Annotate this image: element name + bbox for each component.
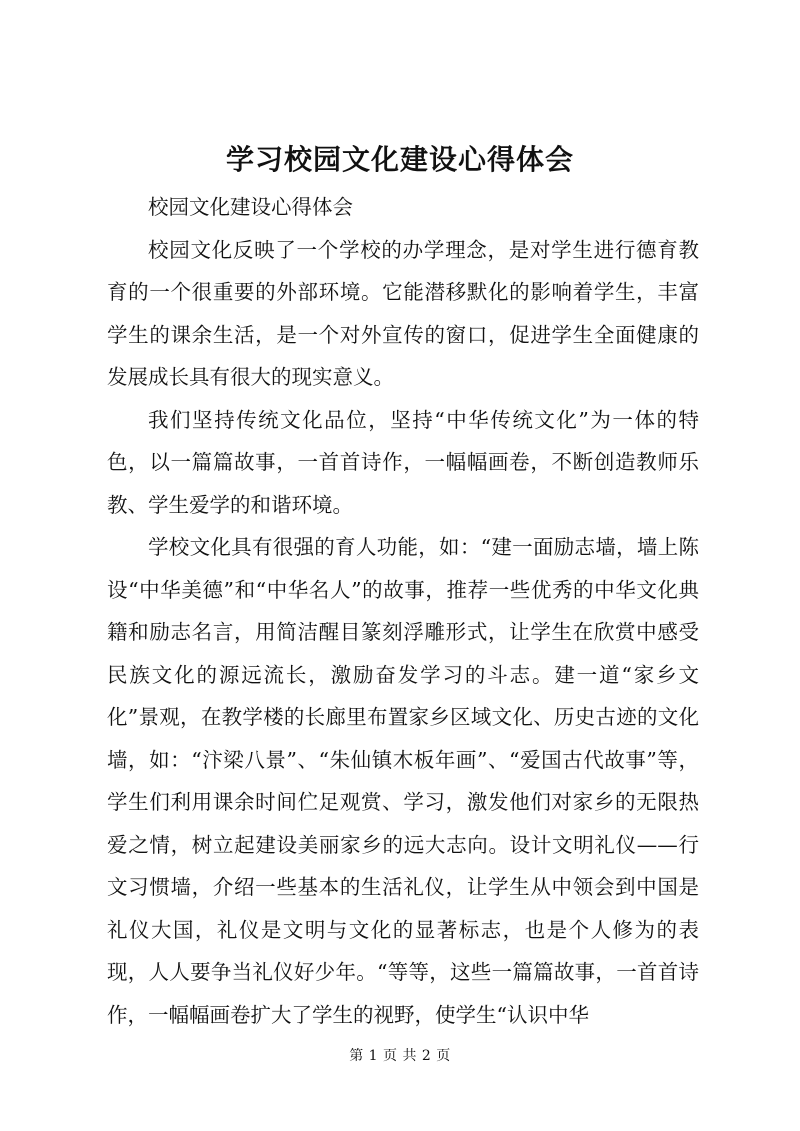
document-title: 学习校园文化建设心得体会 — [225, 143, 574, 176]
page-number-footer: 第 1 页 共 2 页 — [349, 1048, 451, 1064]
paragraph: 我们坚持传统文化品位，坚持“中华传统文化”为一体的特色，以一篇篇故事，一首首诗作，一幅幅画卷，不断创造教师乐教、学生爱学的和谐环境。 — [107, 407, 699, 517]
paragraph: 学校文化具有很强的育人功能，如：“建一面励志墙，墙上陈设“中华美德”和“中华名人”的故事，推荐一些优秀的中华文化典籍和励志名言，用简洁醒目篆刻浮雕形式，让学生在欣赏中感受民族文化的源远流长，激励奋发学习的斗志。建一道“家乡文化”景观，在教学楼的长廊里布置家乡区域文化、历史古迹的文化墙，如：“汴梁八景”、“朱仙镇木板年画”、“爱国古代故事”等，学生们利用课余时间伫足观赏、学习，激发他们对家乡的无限热爱之情，树立起建设美丽家乡的远大志向。设计文明礼仪——行文习惯墙，介绍一些基本的生活礼仪，让学生从中领会到中国是礼仪大国，礼仪是文明与文化的显著标志，也是个人修为的表现，人人要争当礼仪好少年。“等等，这些一篇篇故事，一首首诗作，一幅幅画卷扩大了学生的视野，使学生“认识中华 — [107, 535, 699, 1027]
paragraph: 校园文化反映了一个学校的办学理念，是对学生进行德育教育的一个很重要的外部环境。它能潜移默化的影响着学生，丰富学生的课余生活，是一个对外宣传的窗口，促进学生全面健康的发展成长具有很大的现实意义。 — [107, 237, 699, 389]
paragraph-subtitle: 校园文化建设心得体会 — [148, 195, 353, 219]
document-body — [107, 186, 699, 1036]
